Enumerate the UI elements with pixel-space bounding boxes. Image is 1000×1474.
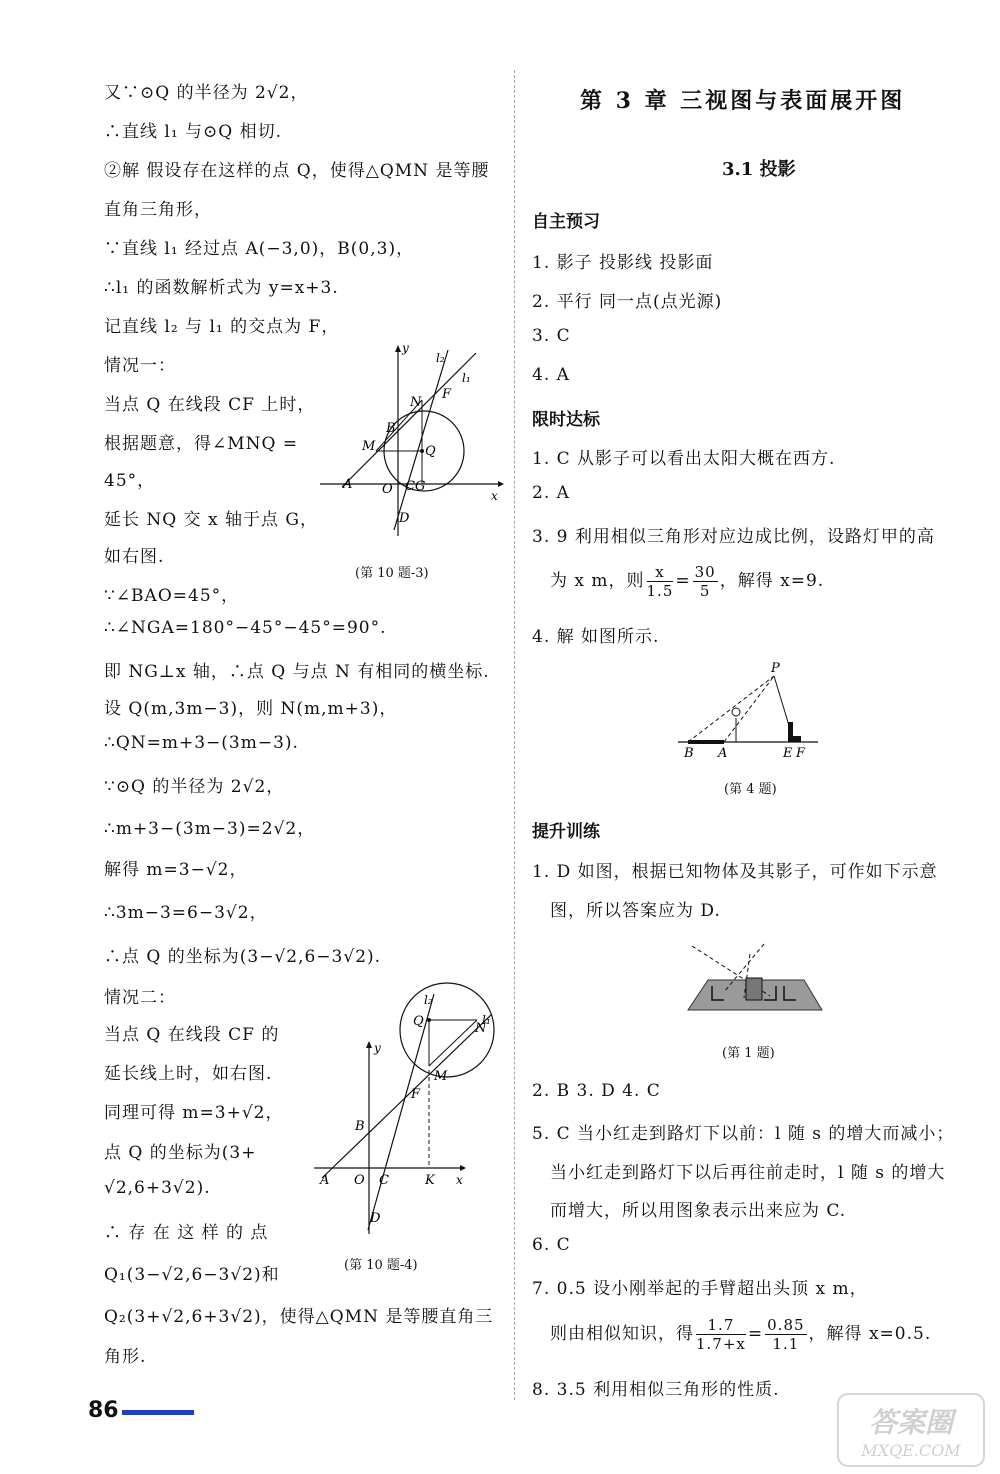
text: 为 x m，则 <box>550 571 645 591</box>
text-line: ∴直线 l₁ 与⊙Q 相切. <box>104 122 283 142</box>
line-l2 <box>394 350 448 530</box>
fraction <box>693 563 718 600</box>
answer-line: 3. C <box>532 326 571 346</box>
denominator: 1.7+x <box>696 1335 746 1353</box>
label-m: M <box>362 439 376 454</box>
label-o: O <box>382 482 393 497</box>
answer-line: 2. B 3. D 4. C <box>532 1081 661 1101</box>
text-line: ∵直线 l₁ 经过点 A(−3,0)，B(0,3)， <box>104 239 415 259</box>
text-line: Q₂(3+√2,6+3√2)，使得△QMN 是等腰直角三 <box>104 1307 494 1327</box>
watermark-url: MXQE.COM <box>861 1441 961 1460</box>
label-o: O <box>354 1173 365 1188</box>
text: ，解得 x=9. <box>719 571 825 591</box>
label-n: N <box>475 1021 487 1036</box>
line-l2 <box>368 994 434 1230</box>
figure-caption: (第 10 题-3) <box>355 566 429 581</box>
chapter-title: 第 3 章 三视图与表面展开图 <box>580 88 906 114</box>
text-line: 即 NG⊥x 轴，∴点 Q 与点 N 有相同的横坐标. <box>104 662 490 682</box>
text-line: Q₁(3−√2,6−3√2)和 <box>104 1265 280 1285</box>
label-p: P <box>771 661 780 676</box>
text-line: 延长线上时，如右图. <box>104 1064 273 1084</box>
text-line: ∵⊙Q 的半径为 2√2， <box>104 777 285 797</box>
denominator: 5 <box>699 582 711 600</box>
label-a: A <box>718 746 728 761</box>
text-line: ∴3m−3=6−3√2， <box>104 903 268 923</box>
label-q: Q <box>413 1014 424 1029</box>
text-line: 根据题意，得∠MNQ = <box>104 434 299 454</box>
answer-line: 而增大，所以用图象表示出来应为 C. <box>550 1201 847 1221</box>
watermark-logo <box>836 1392 986 1468</box>
answer-line: 3. 9 利用相似三角形对应边成比例，设路灯甲的高 <box>532 527 935 547</box>
text-line: ②解 假设存在这样的点 Q，使得△QMN 是等腰 <box>104 161 490 181</box>
label-f: F <box>442 387 452 402</box>
text-line: 记直线 l₂ 与 l₁ 的交点为 F， <box>104 317 340 337</box>
text-line: 当点 Q 在线段 CF 的 <box>104 1025 280 1045</box>
fraction <box>696 1316 746 1353</box>
text-line: ∴ 存 在 这 样 的 点 <box>104 1223 269 1243</box>
text: ，解得 x=0.5. <box>808 1324 932 1344</box>
label-x: x <box>491 489 498 503</box>
point-q <box>427 1018 431 1022</box>
denominator: 1.1 <box>772 1335 800 1353</box>
answer-line: 8. 3.5 利用相似三角形的性质. <box>532 1380 780 1400</box>
person-head <box>732 708 740 716</box>
text-line: √2,6+3√2). <box>104 1178 211 1198</box>
text-line: 45°， <box>104 471 156 491</box>
label-f: F <box>796 746 806 761</box>
text-line: 解得 m=3−√2， <box>104 860 248 880</box>
label-a: A <box>320 1173 330 1188</box>
text-line: 角形. <box>104 1347 147 1367</box>
answer-line: 7. 0.5 设小刚举起的手臂超出头顶 x m， <box>532 1279 868 1299</box>
section-heading: 提升训练 <box>532 822 600 842</box>
dashed-ray <box>724 676 774 742</box>
label-n: N <box>410 395 422 410</box>
numerator: 0.85 <box>767 1316 805 1334</box>
label-k: K <box>425 1173 435 1188</box>
section-title: 3.1 投影 <box>722 159 796 180</box>
column-divider <box>514 70 515 1400</box>
label-d: D <box>399 511 410 526</box>
label-m: M <box>434 1069 448 1084</box>
text-line: 情况二： <box>104 988 176 1008</box>
text-line: 直角三角形， <box>104 200 212 220</box>
label-x: x <box>456 1173 463 1187</box>
text: = <box>747 1324 764 1344</box>
text: = <box>675 571 691 591</box>
figure-caption: (第 4 题) <box>724 782 777 797</box>
answer-line <box>550 1316 931 1353</box>
section-heading: 自主预习 <box>532 212 600 232</box>
label-l2: l₂ <box>436 351 445 365</box>
figure-caption: (第 10 题-4) <box>344 1258 418 1273</box>
numerator: x <box>647 563 674 582</box>
text-line: ∴l₁ 的函数解析式为 y=x+3. <box>104 278 339 298</box>
pole-ef <box>788 722 793 742</box>
figure-10-3 <box>318 340 508 540</box>
label-a: A <box>343 477 353 492</box>
answer-line: 当小红走到路灯下以后再往前走时，l 随 s 的增大 <box>550 1163 946 1183</box>
label-cg: CG <box>405 479 426 494</box>
text: 则由相似知识，得 <box>550 1324 694 1344</box>
label-l1: l₁ <box>482 1013 491 1027</box>
label-d: D <box>370 1211 381 1226</box>
label-l1: l₁ <box>462 371 471 385</box>
text-line: 又∵⊙Q 的半径为 2√2， <box>104 83 309 103</box>
label-b: B <box>684 746 694 761</box>
answer-line: 1. D 如图，根据已知物体及其影子，可作如下示意 <box>532 862 938 882</box>
text-line: 同理可得 m=3+√2， <box>104 1103 284 1123</box>
page-number-bar <box>122 1410 194 1415</box>
label-q: Q <box>425 444 436 459</box>
text-line: 当点 Q 在线段 CF 上时， <box>104 395 316 415</box>
point-q <box>420 449 424 453</box>
figure-caption: (第 1 题) <box>722 1046 775 1061</box>
text-line: 点 Q 的坐标为(3+ <box>104 1143 257 1163</box>
label-y: y <box>374 1041 381 1055</box>
numerator: 30 <box>694 563 716 581</box>
denominator: 1.5 <box>646 582 674 600</box>
segment-mn <box>429 1020 477 1066</box>
figure-10-4 <box>312 978 502 1242</box>
label-y: y <box>402 341 409 355</box>
text-line: 情况一： <box>104 356 176 376</box>
answer-line: 5. C 当小红走到路灯下以前：l 随 s 的增大而减小； <box>532 1124 955 1144</box>
answer-line: 6. C <box>532 1235 571 1255</box>
label-b: B <box>386 421 396 436</box>
label-e: E <box>783 746 793 761</box>
text-line: ∴∠NGA=180°−45°−45°=90°. <box>104 618 387 638</box>
text-line: 设 Q(m,3m−3)，则 N(m,m+3)， <box>104 699 398 719</box>
line-l1 <box>342 353 476 487</box>
answer-line: 2. A <box>532 483 570 503</box>
numerator: 1.7 <box>696 1316 746 1335</box>
line-l1 <box>322 1014 492 1178</box>
label-c: C <box>379 1173 389 1188</box>
watermark-text: 答案圈 <box>868 1406 954 1439</box>
answer-line: 1. C 从影子可以看出太阳大概在西方. <box>532 449 836 469</box>
fraction <box>765 1316 806 1353</box>
answer-line: 4. A <box>532 365 570 385</box>
dashed-ray <box>688 676 774 742</box>
answer-line: 4. 解 如图所示. <box>532 627 660 647</box>
answer-line <box>550 563 824 600</box>
answer-line: 1. 影子 投影线 投影面 <box>532 253 714 273</box>
fraction <box>647 563 674 600</box>
figure-improve-q1 <box>684 940 824 1020</box>
text-line: 延长 NQ 交 x 轴于点 G， <box>104 510 318 530</box>
figure-q4 <box>676 656 826 762</box>
section-heading: 限时达标 <box>532 410 600 430</box>
pole-shadow <box>793 736 801 742</box>
text-line: ∵∠BAO=45°， <box>104 586 240 606</box>
text-line: ∴QN=m+3−(3m−3). <box>104 733 299 753</box>
text-line: ∴m+3−(3m−3)=2√2， <box>104 819 316 839</box>
label-l2: l₂ <box>424 993 433 1007</box>
page-number: 86 <box>88 1398 119 1423</box>
object-shape <box>746 978 762 1000</box>
label-f: F <box>411 1087 421 1102</box>
text-line: ∴点 Q 的坐标为(3−√2,6−3√2). <box>104 947 382 967</box>
answer-line: 2. 平行 同一点(点光源) <box>532 292 723 312</box>
text-line: 如右图. <box>104 547 165 567</box>
label-b: B <box>355 1119 365 1134</box>
answer-line: 图，所以答案应为 D. <box>550 901 721 921</box>
